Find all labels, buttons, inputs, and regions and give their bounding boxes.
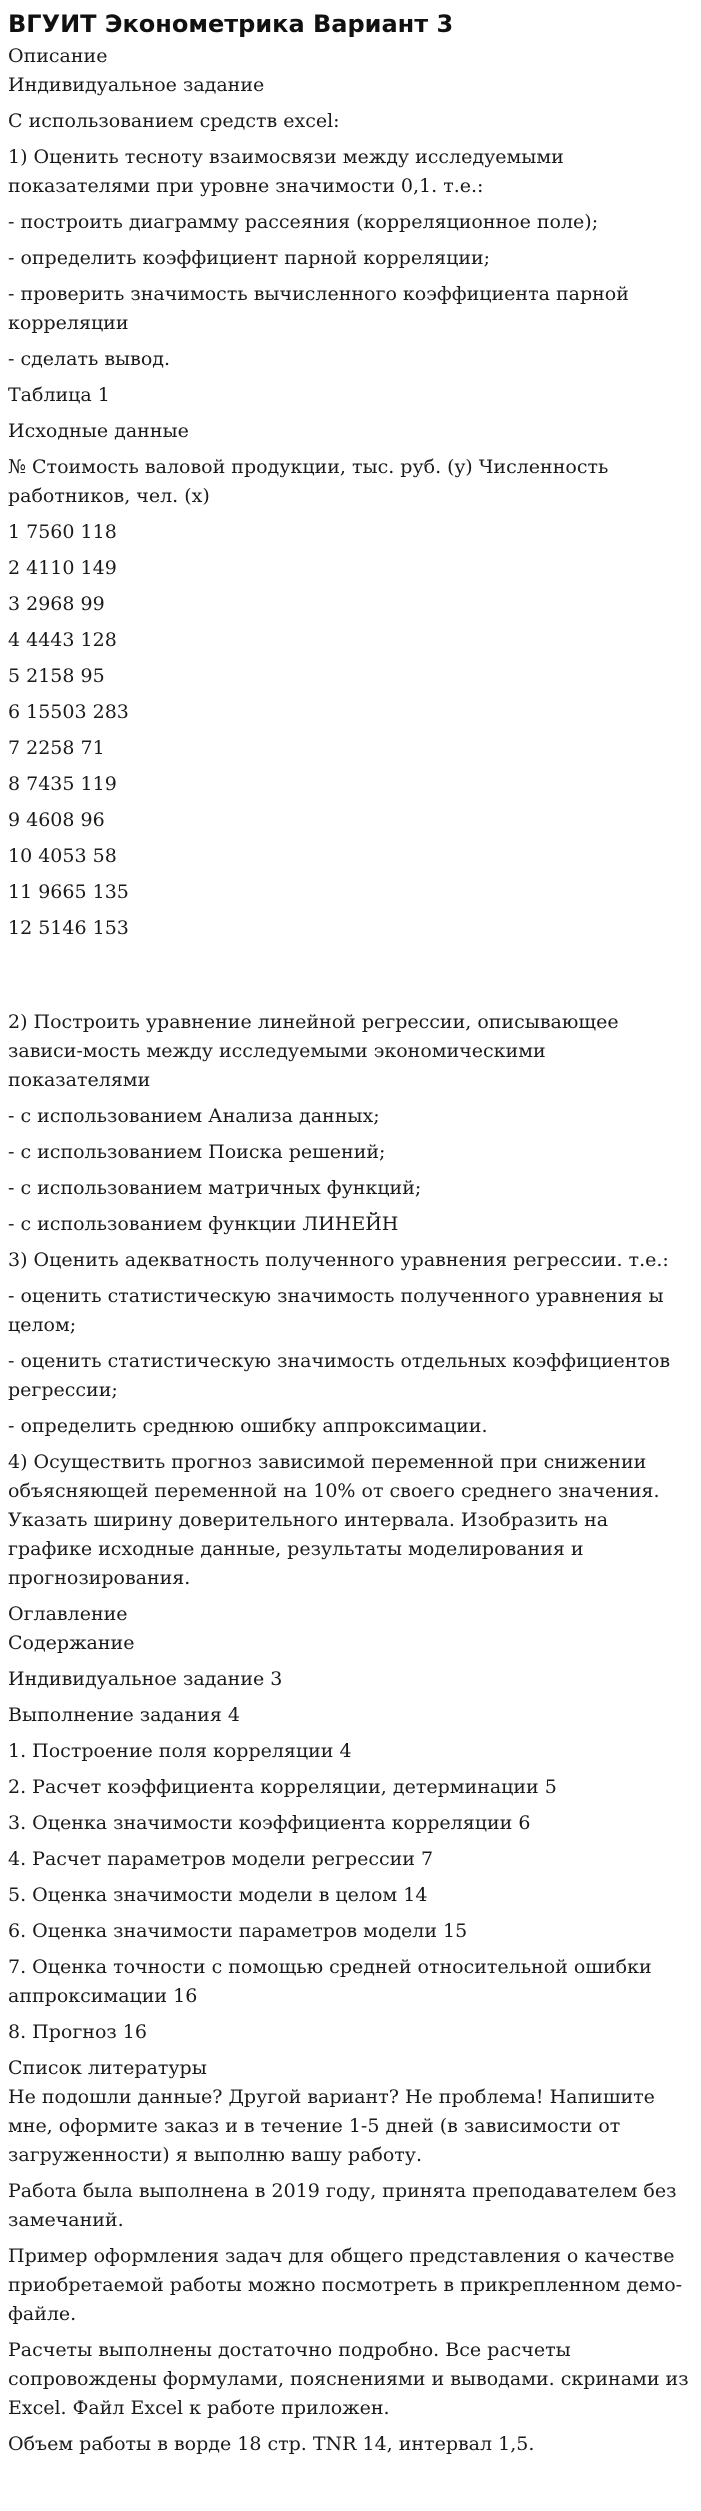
- task3-item: - определить среднюю ошибку аппроксимации.: [8, 1415, 488, 1437]
- table-row: 6 15503 283: [8, 701, 129, 723]
- closing-paragraph: Не подошли данные? Другой вариант? Не проблема! Напишите мне, оформите заказ и в течение 1-5 дней (в зависимости от загруженности) я выполню вашу работу.: [8, 2086, 655, 2166]
- table-row: 1 7560 118: [8, 521, 117, 543]
- table-row: 8 7435 119: [8, 773, 117, 795]
- closing-paragraph: Объем работы в ворде 18 стр. TNR 14, интервал 1,5.: [8, 2433, 535, 2455]
- task1-item: - определить коэффициент парной корреляции;: [8, 247, 491, 269]
- task2-item: - с использованием Анализа данных;: [8, 1105, 380, 1127]
- task1-item: - построить диаграмму рассеяния (корреляционное поле);: [8, 211, 599, 233]
- toc-item: Индивидуальное задание 3: [8, 1668, 283, 1690]
- task4-text: 4) Осуществить прогноз зависимой переменной при снижении объясняющей переменной на 10% от своего среднего значения. Указать ширину доверительного интервала. Изобразить на графике исходные данные, результаты моделирования и прогнозирования.: [8, 1451, 660, 1589]
- task3-item: - оценить статистическую значимость полученного уравнения ы целом;: [8, 1285, 664, 1336]
- task1-text: 1) Оценить тесноту взаимосвязи между исследуемыми показателями при уровне значимости 0,1. т.е.:: [8, 146, 564, 197]
- task-intro: С использованием средств excel:: [8, 110, 340, 132]
- closing-paragraph: Пример оформления задач для общего представления о качестве приобретаемой работы можно посмотреть в прикрепленном демо-файле.: [8, 2245, 683, 2325]
- toc-item: 3. Оценка значимости коэффициента корреляции 6: [8, 1812, 531, 1834]
- description-heading: Описание: [8, 45, 108, 67]
- contents-heading: Содержание: [8, 1632, 135, 1654]
- references-heading: Список литературы: [8, 2057, 207, 2079]
- task2-item: - с использованием Поиска решений;: [8, 1141, 386, 1163]
- page-title: ВГУИТ Эконометрика Вариант 3: [8, 10, 454, 38]
- table-row: 11 9665 135: [8, 881, 129, 903]
- task2-item: - с использованием функции ЛИНЕЙН: [8, 1213, 399, 1235]
- toc-item: 1. Построение поля корреляции 4: [8, 1740, 352, 1762]
- task2-text: 2) Построить уравнение линейной регрессии, описывающее зависи-мость между исследуемыми экономическими показателями: [8, 1011, 619, 1091]
- table-row: 4 4443 128: [8, 629, 117, 651]
- toc-item: 2. Расчет коэффициента корреляции, детерминации 5: [8, 1776, 557, 1798]
- task2-item: - с использованием матричных функций;: [8, 1177, 422, 1199]
- task3-item: - оценить статистическую значимость отдельных коэффициентов регрессии;: [8, 1350, 671, 1401]
- table-row: 7 2258 71: [8, 737, 105, 759]
- toc-heading: Оглавление: [8, 1603, 128, 1625]
- closing-paragraph: Работа была выполнена в 2019 году, принята преподавателем без замечаний.: [8, 2180, 677, 2231]
- toc-item: Выполнение задания 4: [8, 1704, 240, 1726]
- task1-item: - сделать вывод.: [8, 348, 171, 370]
- task1-item: - проверить значимость вычисленного коэффициента парной корреляции: [8, 283, 629, 334]
- task3-text: 3) Оценить адекватность полученного уравнения регрессии. т.е.:: [8, 1249, 669, 1271]
- table-label: Таблица 1: [8, 384, 110, 406]
- toc-item: 4. Расчет параметров модели регрессии 7: [8, 1848, 434, 1870]
- table-row: 2 4110 149: [8, 557, 117, 579]
- table-row: 5 2158 95: [8, 665, 105, 687]
- table-header: № Стоимость валовой продукции, тыс. руб. (y) Численность работников, чел. (x): [8, 456, 609, 507]
- toc-item: 5. Оценка значимости модели в целом 14: [8, 1884, 428, 1906]
- toc-item: 7. Оценка точности с помощью средней относительной ошибки аппроксимации 16: [8, 1956, 652, 2007]
- closing-paragraph: Расчеты выполнены достаточно подробно. Все расчеты сопровождены формулами, пояснениями и выводами. скринами из Excel. Файл Excel к работе приложен.: [8, 2339, 689, 2419]
- table-row: 3 2968 99: [8, 593, 105, 615]
- task-heading: Индивидуальное задание: [8, 74, 265, 96]
- table-row: 12 5146 153: [8, 917, 129, 939]
- toc-item: 6. Оценка значимости параметров модели 15: [8, 1920, 468, 1942]
- toc-item: 8. Прогноз 16: [8, 2021, 147, 2043]
- table-caption: Исходные данные: [8, 420, 189, 442]
- table-row: 10 4053 58: [8, 845, 117, 867]
- table-row: 9 4608 96: [8, 809, 105, 831]
